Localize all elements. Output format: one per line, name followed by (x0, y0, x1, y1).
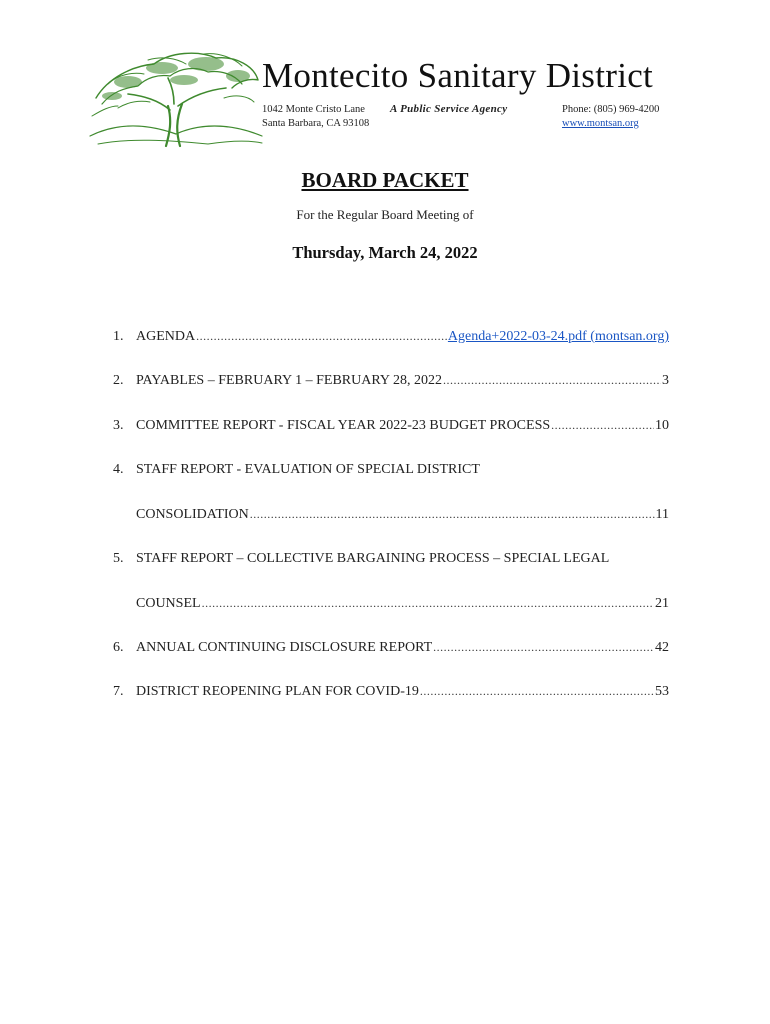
toc-leader (433, 640, 654, 655)
toc-page-number: 42 (655, 640, 669, 655)
page-subtitle: For the Regular Board Meeting of (296, 207, 474, 222)
tagline: A Public Service Agency (390, 103, 508, 115)
toc-label: COUNSEL (136, 596, 201, 611)
toc-label: DISTRICT REOPENING PLAN FOR COVID-19 (136, 684, 419, 699)
toc-leader (250, 507, 655, 522)
toc-label: STAFF REPORT – COLLECTIVE BARGAINING PROCESS – SPECIAL LEGAL (136, 551, 610, 566)
agenda-link[interactable]: Agenda+2022-03-24.pdf (montsan.org) (447, 329, 669, 344)
toc-page-number: 10 (655, 418, 669, 433)
toc-label: STAFF REPORT - EVALUATION OF SPECIAL DISTRICT (136, 462, 480, 477)
meeting-date: Thursday, March 24, 2022 (292, 243, 478, 262)
phone: Phone: (805) 969-4200 (562, 104, 660, 115)
toc-item-reopening-plan (113, 684, 669, 704)
toc-number: 1. (113, 329, 124, 344)
toc-page-number: 53 (655, 684, 669, 699)
toc-item-consolidation-continued (136, 507, 669, 527)
toc-item-disclosure-report (113, 640, 669, 660)
address-line-1: 1042 Monte Cristo Lane (262, 104, 365, 115)
website-link[interactable]: www.montsan.org (562, 118, 639, 129)
toc-number: 2. (113, 373, 124, 388)
toc-leader (443, 373, 661, 388)
address-line-2: Santa Barbara, CA 93108 (262, 118, 370, 129)
toc-item-agenda (113, 329, 669, 349)
toc-page-number: 11 (655, 507, 669, 522)
toc-label: PAYABLES – FEBRUARY 1 – FEBRUARY 28, 2022 (136, 373, 443, 388)
toc-number: 7. (113, 684, 124, 699)
toc-item-consolidation (113, 462, 669, 482)
toc-label: COMMITTEE REPORT - FISCAL YEAR 2022-23 BUDGET PROCESS (136, 418, 551, 433)
toc-item-collective-bargaining (113, 551, 669, 571)
page-title: BOARD PACKET (301, 168, 469, 192)
toc-label: AGENDA (136, 329, 196, 344)
oak-tree-logo-icon (88, 44, 264, 150)
toc-leader (420, 684, 654, 699)
toc-number: 4. (113, 462, 124, 477)
toc-number: 5. (113, 551, 124, 566)
toc-number: 6. (113, 640, 124, 655)
toc-label: CONSOLIDATION (136, 507, 249, 522)
toc-page-number: 3 (662, 373, 669, 388)
toc-item-collective-bargaining-continued (136, 596, 669, 616)
toc-leader (202, 596, 654, 611)
toc-number: 3. (113, 418, 124, 433)
toc-leader (196, 329, 447, 344)
org-name: Montecito Sanitary District (262, 56, 654, 95)
toc-label: ANNUAL CONTINUING DISCLOSURE REPORT (136, 640, 433, 655)
toc-item-committee-report (113, 418, 669, 438)
toc-leader (551, 418, 654, 433)
toc-page-number: 21 (655, 596, 669, 611)
toc-item-payables (113, 373, 669, 393)
